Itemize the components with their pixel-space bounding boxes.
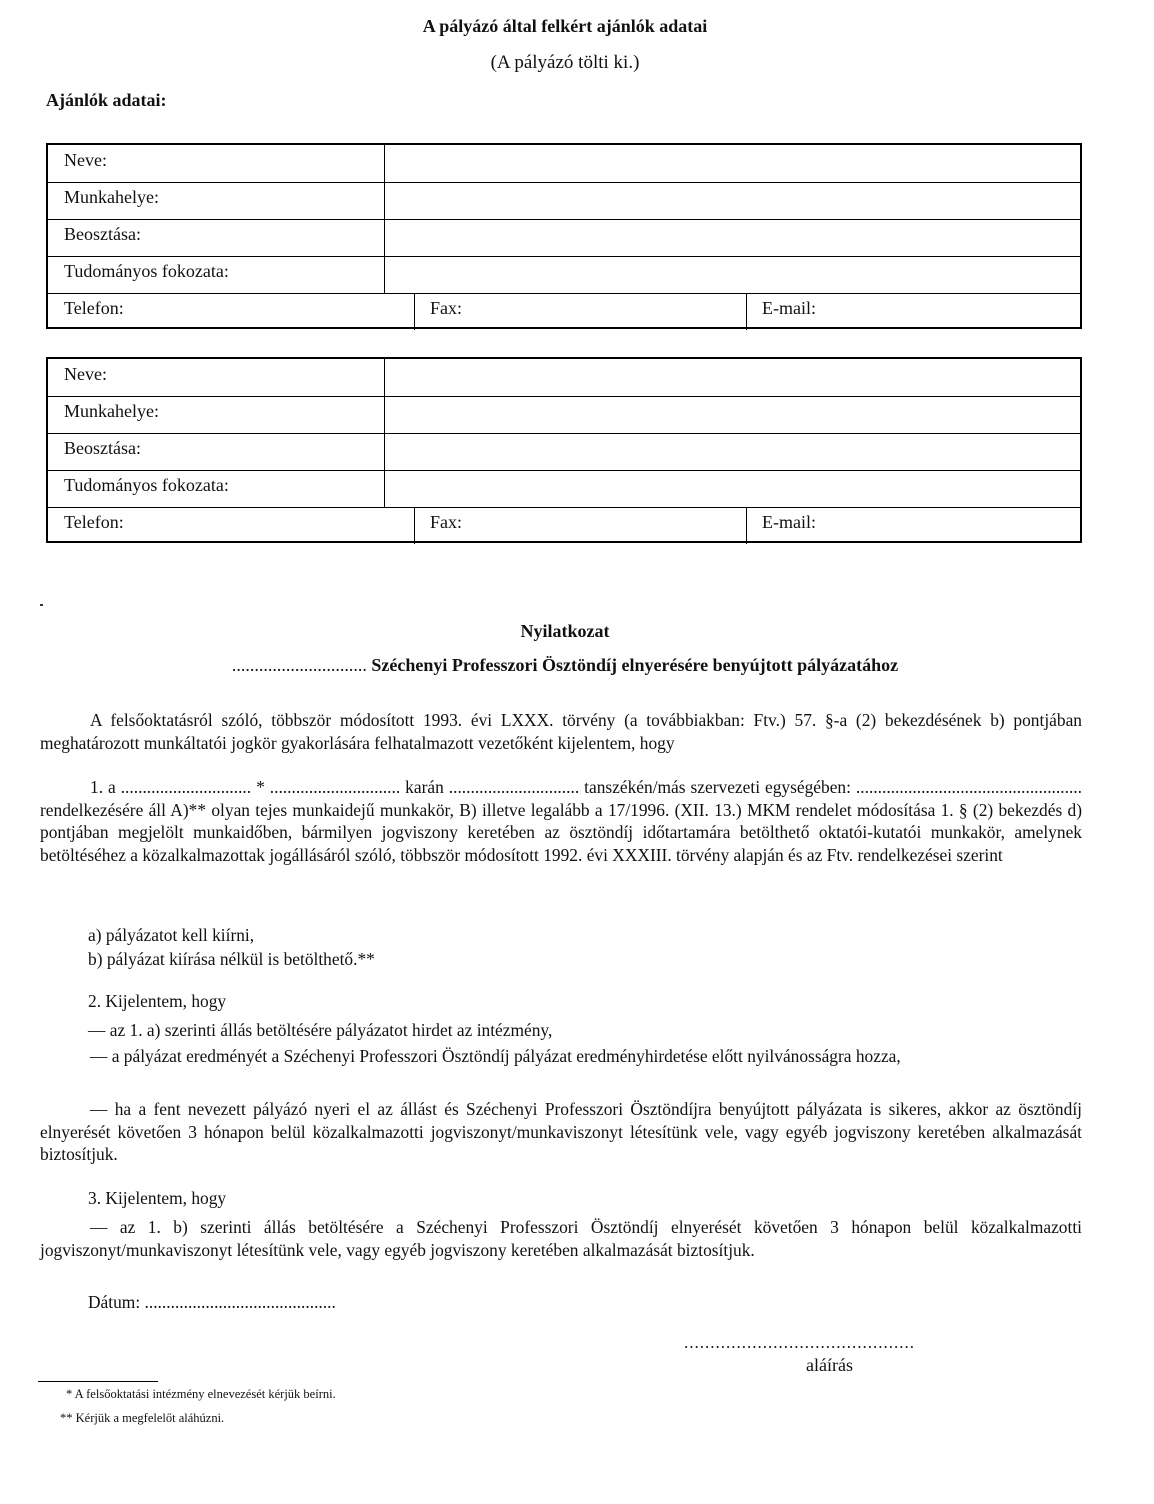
declaration-item-2-point-1: — az 1. a) szerinti állás betöltésére pályázatot hirdet az intézmény,: [88, 1020, 553, 1040]
date-field[interactable]: Dátum: ............................................: [88, 1292, 336, 1312]
declaration-item-2-point-3: — ha a fent nevezett pályázó nyeri el az állást és Széchenyi Professzori Ösztöndíjra benyújtott pályázata is sikeres, akkor az ösztöndíj elnyerését követően 3 hónapon belül közalkalmazotti jogviszonyt/munkaviszonyt létesítünk vele, vagy egyéb jogviszony keretében alkalmazását biztosítjuk.: [40, 1099, 1082, 1164]
name-label: Neve:: [64, 150, 107, 170]
form-subtitle: (A pályázó tölti ki.): [490, 52, 640, 73]
workplace-label: Munkahelye:: [64, 187, 159, 207]
declaration-subtitle: [0, 655, 1130, 676]
column-divider: [384, 359, 385, 396]
name-row: [48, 359, 1080, 397]
fax-label: Fax:: [430, 298, 463, 318]
degree-label: Tudományos fokozata:: [64, 475, 229, 495]
workplace-row: [48, 396, 1080, 434]
column-divider: [414, 507, 415, 544]
position-row: [48, 433, 1080, 471]
contact-row: [48, 293, 1080, 330]
degree-row: [48, 470, 1080, 508]
footnote-1: * A felsőoktatási intézmény elnevezését kérjük beírni.: [66, 1387, 336, 1401]
signature-label: aláírás: [806, 1355, 853, 1375]
column-divider: [414, 293, 415, 330]
name-field[interactable]: [386, 145, 1074, 182]
form-title: A pályázó által felkért ajánlók adatai: [422, 16, 708, 36]
declaration-title: Nyilatkozat: [520, 621, 610, 641]
contact-row: [48, 507, 1080, 544]
workplace-field[interactable]: [386, 396, 1074, 433]
phone-label: Telefon:: [64, 512, 124, 532]
column-divider: [384, 256, 385, 293]
column-divider: [384, 396, 385, 433]
name-label: Neve:: [64, 364, 107, 384]
declaration-item-3-point-1: — az 1. b) szerinti állás betöltésére a Széchenyi Professzori Ösztöndíj elnyerését követően 3 hónapon belül közalkalmazotti jogviszonyt/munkaviszonyt létesítünk vele, vagy egyéb jogviszony keretében alkalmazását biztosítjuk.: [40, 1217, 1082, 1260]
workplace-field[interactable]: [386, 182, 1074, 219]
declaration-item-2-point-2: — a pályázat eredményét a Széchenyi Professzori Ösztöndíj pályázat eredményhirdetése előtt nyilvánosságra hozza,: [90, 1046, 901, 1066]
declaration-item-3-heading: 3. Kijelentem, hogy: [88, 1188, 227, 1208]
column-divider: [746, 507, 747, 544]
declaration-item-1: 1. a .............................. * .............................. karán .............................. tanszékén/más szervezeti egységében: .................................................... rendelkezésére áll A)** olyan tejes munkaidejű munkakör, B) illetve legalább a 17/1996. (XII. 13.) MKM rendelet módosítása 1. § (2) bekezdés d) pontjában megjelölt munkaidőben, bármilyen jogviszony keretében az ösztöndíj időtartamára betölthető oktatói-kutatói munkakör, amelynek betöltéséhez a közalkalmazottak jogállásáról szóló, többször módosított 1992. évi XXXIII. törvény alapján és az Ftv. rendelkezései szerint: [40, 777, 1082, 865]
name-row: [48, 145, 1080, 183]
declaration-intro: A felsőoktatásról szóló, többször módosított 1993. évi LXXX. törvény (a továbbiakban: Ftv.) 57. §-a (2) bekezdésének b) pontjában meghatározott munkáltatói jogkör gyakorlására felhatalmazott vezetőként kijelentem, hogy: [40, 710, 1082, 753]
position-row: [48, 219, 1080, 257]
footnote-2: ** Kérjük a megfelelőt aláhúzni.: [60, 1411, 225, 1425]
column-divider: [746, 293, 747, 330]
column-divider: [384, 470, 385, 507]
column-divider: [384, 433, 385, 470]
recommender-table-2: [46, 357, 1082, 543]
section-heading: Ajánlók adatai:: [46, 90, 167, 110]
email-label: E-mail:: [762, 298, 816, 318]
column-divider: [384, 219, 385, 256]
degree-field[interactable]: [386, 256, 1074, 293]
position-label: Beosztása:: [64, 438, 141, 458]
column-divider: [384, 182, 385, 219]
recommender-table-1: [46, 143, 1082, 329]
position-label: Beosztása:: [64, 224, 141, 244]
email-label: E-mail:: [762, 512, 816, 532]
declaration-subtitle-dots: ..............................: [231, 655, 367, 675]
degree-label: Tudományos fokozata:: [64, 261, 229, 281]
position-field[interactable]: [386, 219, 1074, 256]
workplace-row: [48, 182, 1080, 220]
declaration-subtitle-text: Széchenyi Professzori Ösztöndíj elnyerésére benyújtott pályázatához: [371, 655, 899, 675]
degree-row: [48, 256, 1080, 294]
column-divider: [384, 145, 385, 182]
signature-line[interactable]: ............................................: [684, 1333, 915, 1352]
footnote-rule: [38, 1381, 158, 1382]
name-field[interactable]: [386, 359, 1074, 396]
option-b: b) pályázat kiírása nélkül is betölthető.**: [88, 949, 375, 969]
option-a: a) pályázatot kell kiírni,: [88, 925, 255, 945]
position-field[interactable]: [386, 433, 1074, 470]
scan-speck: [40, 604, 43, 606]
degree-field[interactable]: [386, 470, 1074, 507]
declaration-item-2-heading: 2. Kijelentem, hogy: [88, 991, 227, 1011]
fax-label: Fax:: [430, 512, 463, 532]
phone-label: Telefon:: [64, 298, 124, 318]
workplace-label: Munkahelye:: [64, 401, 159, 421]
